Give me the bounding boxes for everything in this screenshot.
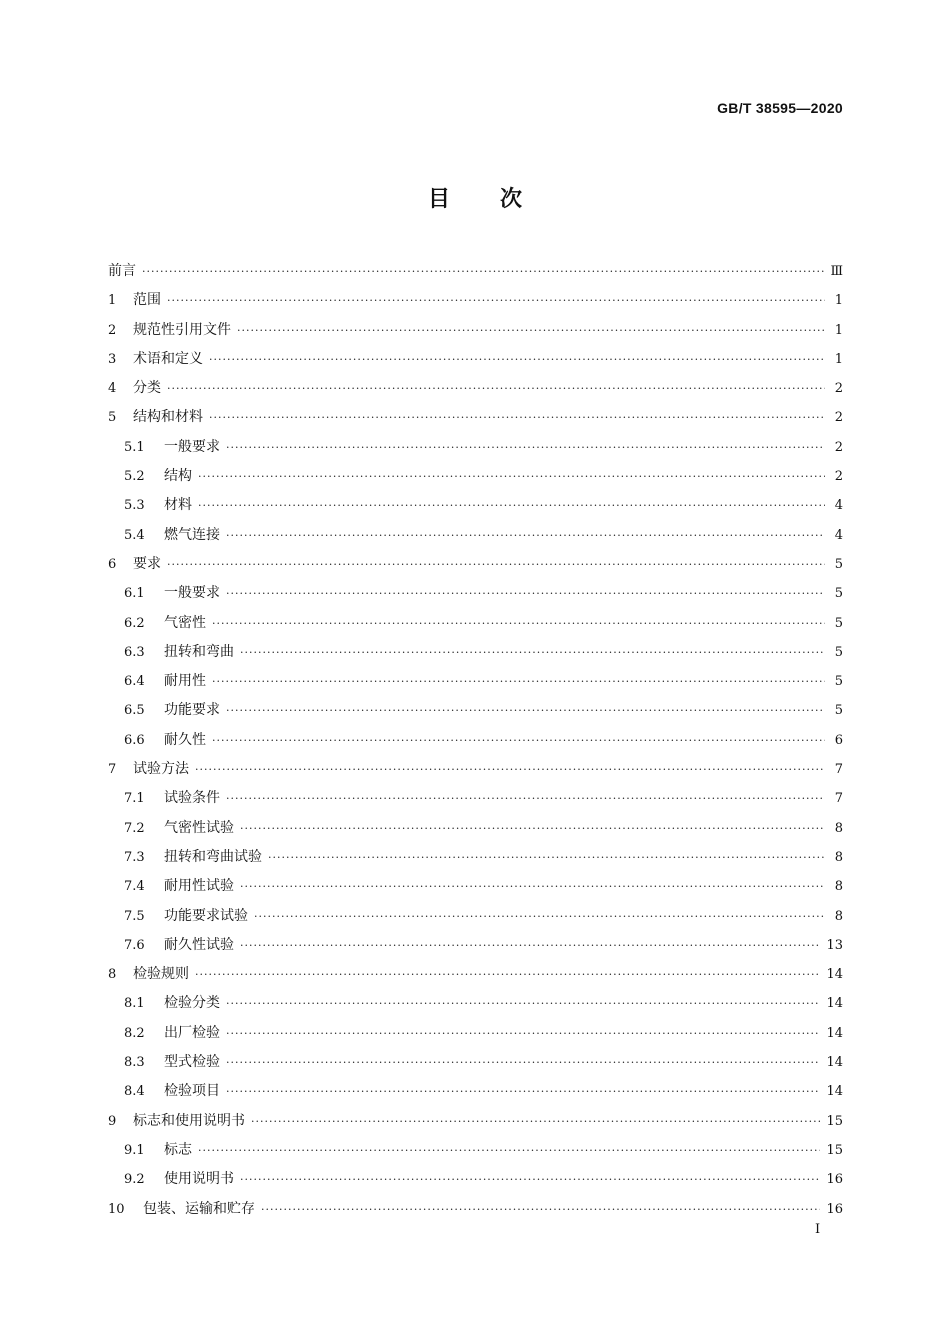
toc-dot-leader bbox=[167, 374, 825, 403]
toc-entry-number: 5.1 bbox=[124, 439, 145, 455]
toc-dot-leader bbox=[167, 550, 825, 579]
toc-entry-title: 功能要求试验 bbox=[164, 907, 248, 924]
toc-entry[interactable] bbox=[108, 667, 843, 696]
toc-entry-title: 标志和使用说明书 bbox=[133, 1112, 245, 1129]
toc-entry-page: 7 bbox=[834, 762, 843, 778]
toc-entry[interactable] bbox=[108, 286, 843, 315]
toc-entry-page: Ⅲ bbox=[830, 264, 843, 279]
toc-entry[interactable] bbox=[108, 931, 843, 960]
toc-entry[interactable] bbox=[108, 521, 843, 550]
toc-entry[interactable] bbox=[108, 1107, 843, 1136]
toc-entry-page: 13 bbox=[826, 937, 843, 953]
toc-entry-page: 5 bbox=[834, 586, 843, 602]
toc-entry-title: 要求 bbox=[133, 555, 161, 572]
toc-entry[interactable] bbox=[108, 638, 843, 667]
toc-entry-number: 9.2 bbox=[124, 1172, 145, 1188]
toc-entry-number: 2 bbox=[108, 322, 117, 338]
toc-entry-page: 6 bbox=[834, 732, 843, 748]
toc-entry-page: 14 bbox=[826, 1055, 843, 1071]
toc-entry-page: 8 bbox=[834, 879, 843, 895]
toc-entry-number: 7.2 bbox=[124, 820, 145, 836]
toc-entry-title: 检验规则 bbox=[133, 966, 189, 983]
toc-entry-page: 5 bbox=[834, 703, 843, 719]
toc-entry[interactable] bbox=[108, 316, 843, 345]
toc-entry-title: 检验分类 bbox=[164, 995, 220, 1012]
toc-entry-title: 分类 bbox=[133, 380, 161, 397]
toc-entry-title: 包装、运输和贮存 bbox=[143, 1200, 255, 1217]
toc-entry-page: 1 bbox=[834, 293, 843, 309]
toc-dot-leader bbox=[198, 1136, 820, 1165]
toc-entry-page: 4 bbox=[834, 498, 843, 514]
toc-entry-page: 2 bbox=[834, 439, 843, 455]
toc-entry-number: 6.2 bbox=[124, 615, 145, 631]
toc-entry-page: 2 bbox=[834, 469, 843, 485]
toc-entry-title: 结构 bbox=[164, 468, 192, 485]
toc-entry-number: 6.1 bbox=[124, 586, 145, 602]
toc-entry-page: 2 bbox=[834, 410, 843, 426]
toc-dot-leader bbox=[226, 989, 820, 1018]
toc-entry-number: 6 bbox=[108, 556, 117, 572]
toc-dot-leader bbox=[226, 696, 825, 725]
toc-entry-title: 一般要求 bbox=[164, 438, 220, 455]
toc-entry[interactable] bbox=[108, 1048, 843, 1077]
page-title bbox=[0, 182, 950, 213]
toc-entry-number: 7.4 bbox=[124, 879, 145, 895]
toc-entry-title: 材料 bbox=[164, 497, 192, 514]
toc-entry-number: 7.3 bbox=[124, 849, 145, 865]
toc-entry-title: 前言 bbox=[108, 263, 136, 279]
toc-entry-title: 功能要求 bbox=[164, 702, 220, 719]
toc-entry-number: 9.1 bbox=[124, 1142, 145, 1158]
toc-entry[interactable] bbox=[108, 755, 843, 784]
standard-code: GB/T 38595—2020 bbox=[717, 100, 843, 116]
toc-entry-page: 14 bbox=[826, 996, 843, 1012]
toc-entry[interactable] bbox=[108, 784, 843, 813]
toc-entry-title: 试验条件 bbox=[164, 790, 220, 807]
toc-entry-title: 标志 bbox=[164, 1141, 192, 1158]
toc-entry[interactable] bbox=[108, 843, 843, 872]
toc-entry-number: 6.3 bbox=[124, 644, 145, 660]
toc-entry-title: 范围 bbox=[133, 292, 161, 309]
toc-entry[interactable] bbox=[108, 1195, 843, 1224]
toc-dot-leader bbox=[212, 667, 825, 696]
toc-entry-number: 7.5 bbox=[124, 908, 145, 924]
toc-entry[interactable] bbox=[108, 902, 843, 931]
toc-entry-title: 耐久性试验 bbox=[164, 936, 234, 953]
toc-entry-number: 6.6 bbox=[124, 732, 145, 748]
toc-entry-title: 型式检验 bbox=[164, 1054, 220, 1071]
toc-dot-leader bbox=[226, 1077, 820, 1106]
toc-dot-leader bbox=[226, 1019, 820, 1048]
toc-dot-leader bbox=[226, 1048, 820, 1077]
toc-entry-number: 8.3 bbox=[124, 1055, 145, 1071]
toc-entry[interactable] bbox=[108, 696, 843, 725]
toc-entry[interactable] bbox=[108, 1019, 843, 1048]
toc-entry-page: 16 bbox=[826, 1172, 843, 1188]
toc-entry[interactable] bbox=[108, 726, 843, 755]
toc-entry-number: 5.4 bbox=[124, 527, 145, 543]
toc-entry-number: 6.4 bbox=[124, 674, 145, 690]
toc-dot-leader bbox=[240, 814, 825, 843]
toc-entry-number: 5 bbox=[108, 410, 117, 426]
toc-dot-leader bbox=[209, 403, 825, 432]
toc-entry-number: 1 bbox=[108, 293, 117, 309]
toc-entry-title: 一般要求 bbox=[164, 585, 220, 602]
toc-entry[interactable] bbox=[108, 374, 843, 403]
toc-entry-page: 5 bbox=[834, 644, 843, 660]
toc-entry-page: 7 bbox=[834, 791, 843, 807]
toc-dot-leader bbox=[240, 872, 825, 901]
toc-entry-page: 16 bbox=[826, 1201, 843, 1217]
toc-entry-title: 气密性试验 bbox=[164, 819, 234, 836]
toc-entry-title: 规范性引用文件 bbox=[133, 321, 231, 338]
toc-entry[interactable] bbox=[108, 345, 843, 374]
toc-entry-number: 7.6 bbox=[124, 937, 145, 953]
toc-entry-title: 气密性 bbox=[164, 614, 206, 631]
title-char-1: 目 bbox=[427, 186, 450, 212]
toc-dot-leader bbox=[198, 491, 825, 520]
toc-dot-leader bbox=[237, 316, 825, 345]
toc-entry[interactable] bbox=[108, 579, 843, 608]
toc-dot-leader bbox=[209, 345, 825, 374]
toc-entry-number: 8.1 bbox=[124, 996, 145, 1012]
table-of-contents bbox=[108, 257, 843, 1224]
toc-entry-title: 耐用性试验 bbox=[164, 878, 234, 895]
toc-entry-page: 14 bbox=[826, 1025, 843, 1041]
toc-dot-leader bbox=[212, 609, 825, 638]
toc-dot-leader bbox=[240, 1165, 820, 1194]
toc-entry[interactable] bbox=[108, 403, 843, 432]
toc-dot-leader bbox=[195, 755, 825, 784]
toc-entry-page: 14 bbox=[826, 1084, 843, 1100]
toc-entry-number: 9 bbox=[108, 1113, 117, 1129]
toc-entry-number: 10 bbox=[108, 1201, 125, 1217]
toc-entry-number: 8.4 bbox=[124, 1084, 145, 1100]
toc-dot-leader bbox=[212, 726, 825, 755]
toc-entry-page: 8 bbox=[834, 908, 843, 924]
toc-dot-leader bbox=[226, 784, 825, 813]
toc-entry-page: 4 bbox=[834, 527, 843, 543]
toc-entry-page: 14 bbox=[826, 967, 843, 983]
toc-entry-number: 4 bbox=[108, 381, 117, 397]
toc-dot-leader bbox=[261, 1195, 820, 1224]
toc-entry-number: 7.1 bbox=[124, 791, 145, 807]
toc-entry-number: 6.5 bbox=[124, 703, 145, 719]
toc-entry[interactable] bbox=[108, 1165, 843, 1194]
toc-entry-title: 术语和定义 bbox=[133, 350, 203, 367]
toc-entry-page: 2 bbox=[834, 381, 843, 397]
page-folio: I bbox=[815, 1222, 821, 1237]
toc-entry-title: 结构和材料 bbox=[133, 409, 203, 426]
toc-entry-page: 5 bbox=[834, 674, 843, 690]
toc-entry-page: 5 bbox=[834, 615, 843, 631]
toc-entry-page: 5 bbox=[834, 556, 843, 572]
toc-entry-page: 1 bbox=[834, 351, 843, 367]
toc-dot-leader bbox=[268, 843, 825, 872]
toc-entry-number: 5.2 bbox=[124, 469, 145, 485]
toc-entry-page: 8 bbox=[834, 849, 843, 865]
toc-entry-page: 8 bbox=[834, 820, 843, 836]
toc-entry-title: 燃气连接 bbox=[164, 526, 220, 543]
toc-entry-title: 使用说明书 bbox=[164, 1171, 234, 1188]
toc-entry-page: 15 bbox=[826, 1142, 843, 1158]
toc-entry[interactable] bbox=[108, 1077, 843, 1106]
toc-dot-leader bbox=[240, 931, 820, 960]
toc-entry[interactable] bbox=[108, 550, 843, 579]
toc-dot-leader bbox=[167, 286, 825, 315]
toc-entry-title: 扭转和弯曲试验 bbox=[164, 848, 262, 865]
toc-dot-leader bbox=[254, 902, 825, 931]
toc-entry-number: 7 bbox=[108, 762, 117, 778]
toc-entry-page: 15 bbox=[826, 1113, 843, 1129]
toc-entry[interactable] bbox=[108, 609, 843, 638]
toc-entry-number: 8.2 bbox=[124, 1025, 145, 1041]
toc-dot-leader bbox=[198, 462, 825, 491]
toc-dot-leader bbox=[226, 521, 825, 550]
toc-dot-leader bbox=[142, 257, 824, 286]
toc-entry-title: 耐久性 bbox=[164, 731, 206, 748]
toc-entry[interactable] bbox=[108, 433, 843, 462]
toc-dot-leader bbox=[226, 433, 825, 462]
toc-entry-page: 1 bbox=[834, 322, 843, 338]
toc-entry-number: 8 bbox=[108, 967, 117, 983]
toc-entry-title: 试验方法 bbox=[133, 761, 189, 778]
toc-dot-leader bbox=[251, 1107, 820, 1136]
toc-entry[interactable] bbox=[108, 1136, 843, 1165]
toc-entry-number: 5.3 bbox=[124, 498, 145, 514]
toc-entry[interactable] bbox=[108, 872, 843, 901]
toc-entry[interactable] bbox=[108, 960, 843, 989]
toc-entry[interactable] bbox=[108, 257, 843, 286]
title-char-2: 次 bbox=[500, 186, 523, 212]
toc-entry-title: 扭转和弯曲 bbox=[164, 643, 234, 660]
toc-entry-title: 检验项目 bbox=[164, 1083, 220, 1100]
toc-entry-title: 耐用性 bbox=[164, 673, 206, 690]
toc-entry-number: 3 bbox=[108, 351, 117, 367]
toc-entry-title: 出厂检验 bbox=[164, 1024, 220, 1041]
toc-entry[interactable] bbox=[108, 462, 843, 491]
toc-entry[interactable] bbox=[108, 989, 843, 1018]
toc-entry[interactable] bbox=[108, 814, 843, 843]
toc-dot-leader bbox=[240, 638, 825, 667]
toc-dot-leader bbox=[195, 960, 820, 989]
toc-entry[interactable] bbox=[108, 491, 843, 520]
toc-dot-leader bbox=[226, 579, 825, 608]
